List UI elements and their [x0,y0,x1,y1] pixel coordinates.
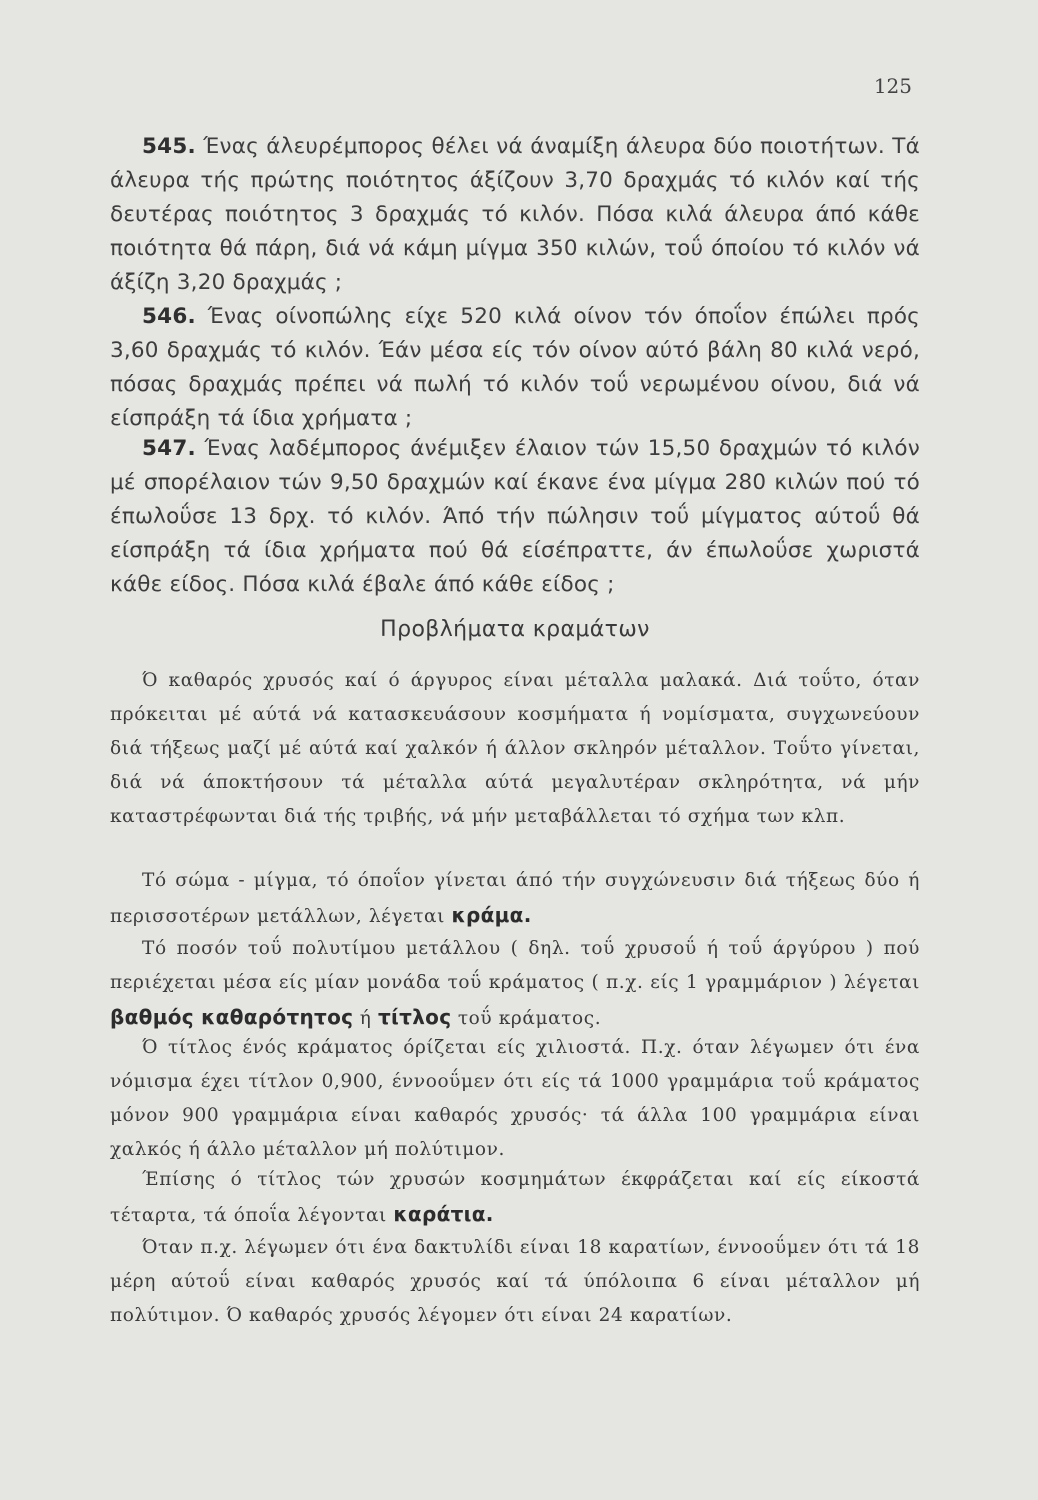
problem-text: Ένας άλευρέμπορος θέλει νά άναμίξη άλευρα δύο ποιοτήτων. Τά άλευρα τής πρώτης ποιότητος άξίζουν 3,70 δραχμάς τό κιλόν καί τής δευτέρας ποιότητος 3 δραχμάς τό κιλόν. Πόσα κιλά άλευρα άπό κάθε ποιότητα θά πάρη, διά νά κάμη μίγμα 350 κιλών, τοΰ όποίου τό κιλόν νά άξίζη 3,20 δραχμάς ; [110,134,920,295]
section-heading: Προβλήματα κραμάτων [380,617,650,642]
term-alloy: κράμα. [451,903,532,927]
page-number: 125 [873,74,912,98]
paragraph-text: τοΰ κράματος. [451,1008,602,1029]
problem-546 [110,300,920,436]
problem-text: Ένας λαδέμπορος άνέμιξεν έλαιον τών 15,50 δραχμών τό κιλόν μέ σπορέλαιον τών 9,50 δραχμών καί έκανε ένα μίγμα 280 κιλών πού τό έπωλοΰσε 13 δρχ. τό κιλόν. Άπό τήν πώλησιν τοΰ μίγματος αύτοΰ θά είσπράξη τά ίδια χρήματα πού θά είσέπραττε, άν έπωλοΰσε χωριστά κάθε είδος. Πόσα κιλά έβαλε άπό κάθε είδος ; [110,436,920,597]
paragraph-metals: Ό καθαρός χρυσός καί ό άργυρος είναι μέταλλα μαλακά. Διά τοΰτο, όταν πρόκειται μέ αύτά νά κατασκευάσουν κοσμήματα ή νομίσματα, συγχωνεύουν διά τήξεως μαζί μέ αύτά καί χαλκόν ή άλλον σκληρόν μέταλλον. Τοΰτο γίνεται, διά νά άποκτήσουν τά μέταλλα αύτά μεγαλυτέραν σκληρότητα, νά μήν καταστρέφωνται διά τής τριβής, νά μήν μεταβάλλεται τό σχήμα των κλπ. [110,670,920,827]
problem-number: 545. [142,134,196,159]
problem-number: 546. [142,304,196,329]
paragraph-carats-example: Όταν π.χ. λέγωμεν ότι ένα δακτυλίδι είναι 18 καρατίων, έννοοΰμεν ότι τά 18 μέρη αύτοΰ είναι καθαρός χρυσός καί τά ύπόλοιπα 6 είναι μέταλλον μή πολύτιμον. Ό καθαρός χρυσός λέγομεν ότι είναι 24 καρατίων. [110,1237,920,1326]
term-title: τίτλος [377,1005,452,1029]
problem-545 [110,130,920,300]
term-purity: βαθμός καθαρότητος [110,1005,354,1029]
paragraph-text: Έπίσης ό τίτλος τών χρυσών κοσμημάτων έκφράζεται καί είς είκοστά τέταρτα, τά όποΐα λέγονται [110,1169,920,1226]
paragraph-text: Τό σώμα - μίγμα, τό όποΐον γίνεται άπό τήν συγχώνευσιν διά τήξεως δύο ή περισσοτέρων μετάλλων, λέγεται [110,870,920,927]
problem-number: 547. [142,436,196,461]
problem-text: Ένας οίνοπώλης είχε 520 κιλά οίνον τόν όποΐον έπώλει πρός 3,60 δραχμάς τό κιλόν. Έάν μέσα είς τόν οίνον αύτό βάλη 80 κιλά νερό, πόσας δραχμάς πρέπει νά πωλή τό κιλόν τοΰ νερωμένου οίνου, διά νά είσπράξη τά ίδια χρήματα ; [110,304,920,431]
paragraph-carats-definition [110,1163,920,1233]
paragraph-purity-definition [110,932,920,1036]
problem-547 [110,432,920,602]
term-carats: καράτια. [393,1202,494,1226]
paragraph-alloy-definition [110,864,920,934]
paragraph-text: ή [353,1008,378,1029]
paragraph-title-thousandths: Ό τίτλος ένός κράματος όρίζεται είς χιλιοστά. Π.χ. όταν λέγωμεν ότι ένα νόμισμα έχει τίτλον 0,900, έννοοΰμεν ότι είς τά 1000 γραμμάρια τοΰ κράματος μόνον 900 γραμμάρια είναι καθαρός χρυσός· τά άλλα 100 γραμμάρια είναι χαλκός ή άλλο μέταλλον μή πολύτιμον. [110,1037,920,1160]
paragraph-text: Τό ποσόν τοΰ πολυτίμου μετάλλου ( δηλ. τοΰ χρυσοΰ ή τοΰ άργύρου ) πού περιέχεται μέσα είς μίαν μονάδα τοΰ κράματος ( π.χ. είς 1 γραμμάριον ) λέγεται [110,938,920,993]
